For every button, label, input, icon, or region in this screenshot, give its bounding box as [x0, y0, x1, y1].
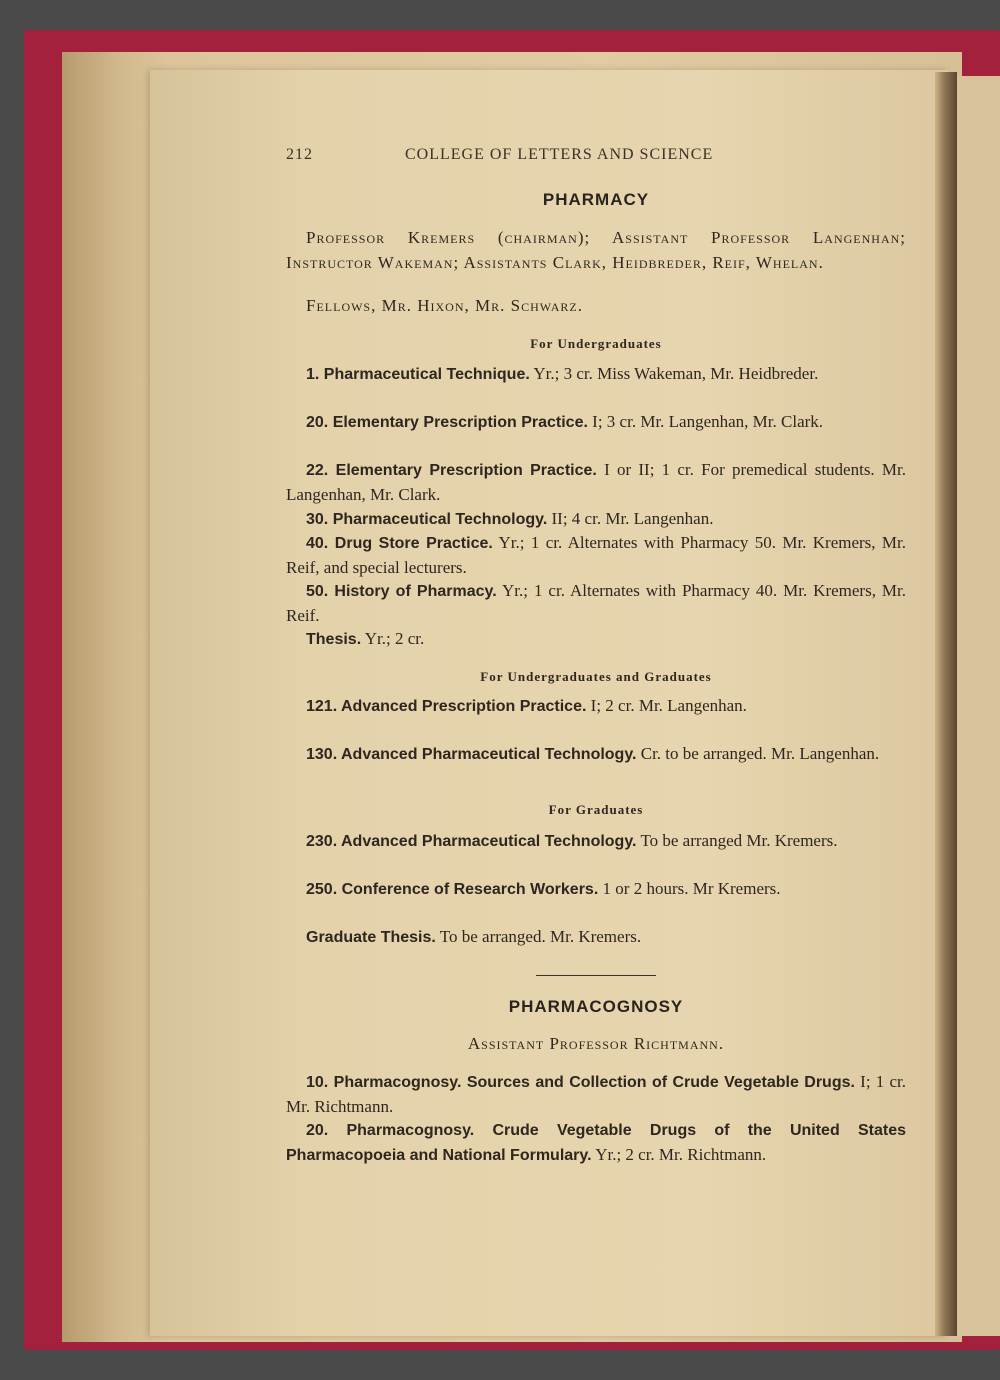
course-entry — [286, 410, 906, 435]
course-code: 250. Conference of Research Workers. — [306, 881, 599, 898]
section-title-pharmacognosy: PHARMACOGNOSY — [508, 997, 684, 1016]
pharmacognosy-staff: Assistant Professor Richtmann. — [467, 1034, 725, 1053]
course-code: Thesis. — [306, 631, 362, 648]
page-number: 212 — [286, 146, 313, 163]
course-code: 20. Elementary Prescription Practice. — [306, 414, 588, 431]
course-entry — [286, 507, 906, 532]
course-details: Yr.; 1 cr. Alternates with Pharmacy 50. Mr. Kremers, Mr. Reif, and special lecturers. — [286, 533, 906, 577]
course-details: I or II; 1 cr. For premedical students. Mr. Langenhan, Mr. Clark. — [286, 460, 907, 504]
pharmacy-staff: Professor Kremers (chairman); Assistant Professor Langenhan; Instructor Wakeman; Assistants Clark, Heidbreder, Reif, Whelan. — [286, 228, 906, 272]
course-code: 20. Pharmacognosy. Crude Vegetable Drugs of the United States Pharmacopoeia and National Formulary. — [286, 1122, 906, 1164]
running-title: COLLEGE OF LETTERS AND SCIENCE — [405, 146, 714, 163]
course-entry — [286, 877, 906, 902]
course-entry — [286, 531, 906, 580]
course-code: 30. Pharmaceutical Technology. — [306, 511, 548, 528]
course-details: Cr. to be arranged. Mr. Langenhan. — [640, 744, 880, 763]
subheading-graduates: For Graduates — [548, 802, 644, 817]
subheading-undergraduates: For Undergraduates — [530, 336, 662, 351]
facing-page-edge — [957, 76, 1000, 1336]
course-code: 121. Advanced Prescription Practice. — [306, 698, 587, 715]
course-details: Yr.; 2 cr. Mr. Richtmann. — [595, 1145, 767, 1164]
course-entry — [286, 627, 906, 652]
course-code: 130. Advanced Pharmaceutical Technology. — [306, 746, 637, 763]
section-divider — [536, 975, 656, 976]
book-gutter — [935, 72, 957, 1336]
course-code: 50. History of Pharmacy. — [306, 583, 497, 600]
course-entry — [286, 742, 906, 767]
subheading-undergraduates-and-graduates: For Undergraduates and Graduates — [480, 669, 712, 684]
course-entry — [286, 1070, 906, 1119]
course-code: 22. Elementary Prescription Practice. — [306, 462, 597, 479]
course-details: 1 or 2 hours. Mr Kremers. — [602, 879, 781, 898]
course-details: I; 3 cr. Mr. Langenhan, Mr. Clark. — [592, 412, 824, 431]
pharmacy-fellows: Fellows, Mr. Hixon, Mr. Schwarz. — [306, 296, 583, 315]
course-details: II; 4 cr. Mr. Langenhan. — [551, 509, 714, 528]
course-entry — [286, 925, 906, 950]
course-code: 40. Drug Store Practice. — [306, 535, 493, 552]
course-details: I; 2 cr. Mr. Langenhan. — [590, 696, 747, 715]
course-code: 230. Advanced Pharmaceutical Technology. — [306, 833, 637, 850]
course-entry — [286, 1118, 906, 1168]
course-entry — [286, 458, 906, 507]
course-details: I; 1 cr. Mr. Richtmann. — [286, 1072, 907, 1116]
course-code: Graduate Thesis. — [306, 929, 436, 946]
course-code: 1. Pharmaceutical Technique. — [306, 366, 530, 383]
course-entry — [286, 694, 906, 719]
course-entry — [286, 829, 906, 854]
course-code: 10. Pharmacognosy. Sources and Collection of Crude Vegetable Drugs. — [306, 1074, 855, 1091]
course-details: Yr.; 1 cr. Alternates with Pharmacy 40. Mr. Kremers, Mr. Reif. — [286, 581, 906, 625]
course-details: Yr.; 2 cr. — [364, 629, 425, 648]
course-details: Yr.; 3 cr. Miss Wakeman, Mr. Heidbreder. — [533, 364, 819, 383]
course-entry — [286, 362, 906, 387]
course-details: To be arranged Mr. Kremers. — [640, 831, 838, 850]
course-details: To be arranged. Mr. Kremers. — [439, 927, 642, 946]
course-entry — [286, 579, 906, 628]
section-title-pharmacy: PHARMACY — [542, 190, 650, 209]
